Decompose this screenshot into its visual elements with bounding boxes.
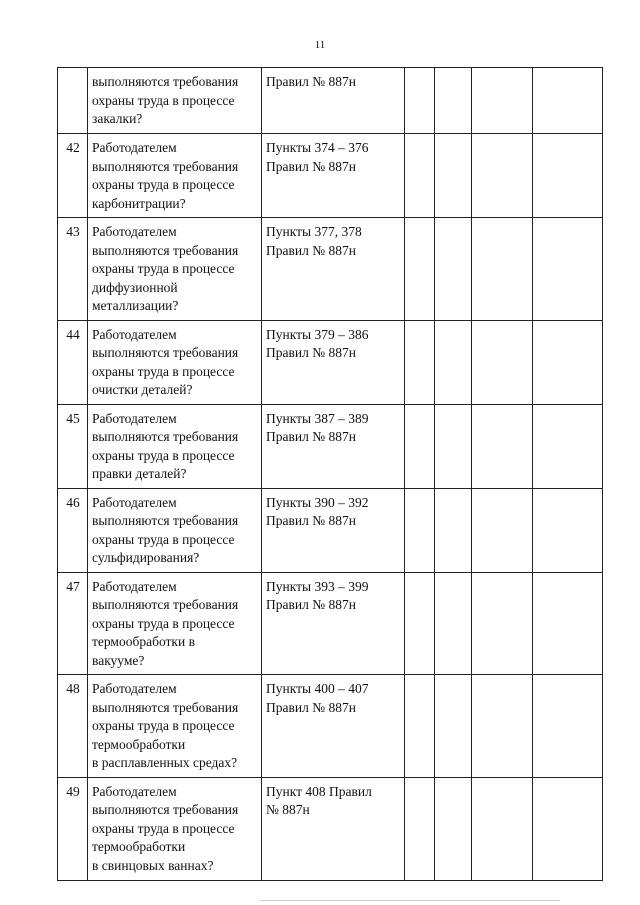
- legal-reference: Пункты 393 – 399 Правил № 887н: [262, 572, 405, 675]
- table-row: [58, 488, 603, 572]
- answer-not-applicable-cell[interactable]: [472, 218, 533, 321]
- legal-reference: Пункты 379 – 386 Правил № 887н: [262, 320, 405, 404]
- legal-reference: Правил № 887н: [262, 68, 405, 134]
- answer-not-applicable-cell[interactable]: [472, 320, 533, 404]
- answer-no-cell[interactable]: [435, 320, 472, 404]
- row-number: 47: [58, 572, 88, 675]
- answer-no-cell[interactable]: [435, 777, 472, 880]
- answer-yes-cell[interactable]: [405, 134, 435, 218]
- answer-no-cell[interactable]: [435, 488, 472, 572]
- legal-reference: Пункты 374 – 376 Правил № 887н: [262, 134, 405, 218]
- row-number: 45: [58, 404, 88, 488]
- answer-no-cell[interactable]: [435, 134, 472, 218]
- requirement-question: Работодателем выполняются требования охраны труда в процессе сульфидирования?: [88, 488, 262, 572]
- table-row: [58, 572, 603, 675]
- requirement-question: Работодателем выполняются требования охраны труда в процессе очистки деталей?: [88, 320, 262, 404]
- legal-reference: Пункты 387 – 389 Правил № 887н: [262, 404, 405, 488]
- row-number: 46: [58, 488, 88, 572]
- requirement-question: Работодателем выполняются требования охраны труда в процессе карбонитрации?: [88, 134, 262, 218]
- requirement-question: Работодателем выполняются требования охраны труда в процессе термообработки в расплавленных средах?: [88, 675, 262, 778]
- legal-reference: Пункты 400 – 407 Правил № 887н: [262, 675, 405, 778]
- table-row: [58, 218, 603, 321]
- legal-reference: Пункты 377, 378 Правил № 887н: [262, 218, 405, 321]
- answer-yes-cell[interactable]: [405, 68, 435, 134]
- requirement-question: Работодателем выполняются требования охраны труда в процессе диффузионной металлизации?: [88, 218, 262, 321]
- answer-yes-cell[interactable]: [405, 777, 435, 880]
- notes-cell[interactable]: [533, 572, 603, 675]
- row-number: 44: [58, 320, 88, 404]
- answer-not-applicable-cell[interactable]: [472, 404, 533, 488]
- requirement-question: Работодателем выполняются требования охраны труда в процессе правки деталей?: [88, 404, 262, 488]
- table-row: [58, 675, 603, 778]
- notes-cell[interactable]: [533, 218, 603, 321]
- row-number: 43: [58, 218, 88, 321]
- answer-not-applicable-cell[interactable]: [472, 675, 533, 778]
- answer-yes-cell[interactable]: [405, 572, 435, 675]
- answer-not-applicable-cell[interactable]: [472, 777, 533, 880]
- answer-not-applicable-cell[interactable]: [472, 134, 533, 218]
- requirement-question: Работодателем выполняются требования охраны труда в процессе термообработки в свинцовых ваннах?: [88, 777, 262, 880]
- answer-no-cell[interactable]: [435, 675, 472, 778]
- row-number: 48: [58, 675, 88, 778]
- answer-not-applicable-cell[interactable]: [472, 572, 533, 675]
- notes-cell[interactable]: [533, 68, 603, 134]
- row-number: [58, 68, 88, 134]
- table-row: [58, 68, 603, 134]
- notes-cell[interactable]: [533, 675, 603, 778]
- page-bottom-rule: [260, 900, 560, 901]
- requirement-question: Работодателем выполняются требования охраны труда в процессе термообработки в вакууме?: [88, 572, 262, 675]
- legal-reference: Пункт 408 Правил № 887н: [262, 777, 405, 880]
- answer-yes-cell[interactable]: [405, 404, 435, 488]
- checklist-table: [57, 67, 603, 881]
- notes-cell[interactable]: [533, 777, 603, 880]
- answer-no-cell[interactable]: [435, 68, 472, 134]
- notes-cell[interactable]: [533, 404, 603, 488]
- answer-yes-cell[interactable]: [405, 320, 435, 404]
- notes-cell[interactable]: [533, 134, 603, 218]
- row-number: 42: [58, 134, 88, 218]
- table-row: [58, 404, 603, 488]
- answer-yes-cell[interactable]: [405, 218, 435, 321]
- answer-not-applicable-cell[interactable]: [472, 68, 533, 134]
- legal-reference: Пункты 390 – 392 Правил № 887н: [262, 488, 405, 572]
- answer-no-cell[interactable]: [435, 404, 472, 488]
- answer-no-cell[interactable]: [435, 572, 472, 675]
- answer-no-cell[interactable]: [435, 218, 472, 321]
- notes-cell[interactable]: [533, 320, 603, 404]
- table-row: [58, 320, 603, 404]
- answer-not-applicable-cell[interactable]: [472, 488, 533, 572]
- table-row: [58, 777, 603, 880]
- notes-cell[interactable]: [533, 488, 603, 572]
- requirement-question: выполняются требования охраны труда в процессе закалки?: [88, 68, 262, 134]
- row-number: 49: [58, 777, 88, 880]
- answer-yes-cell[interactable]: [405, 488, 435, 572]
- page-number: 11: [314, 39, 326, 51]
- answer-yes-cell[interactable]: [405, 675, 435, 778]
- table-row: [58, 134, 603, 218]
